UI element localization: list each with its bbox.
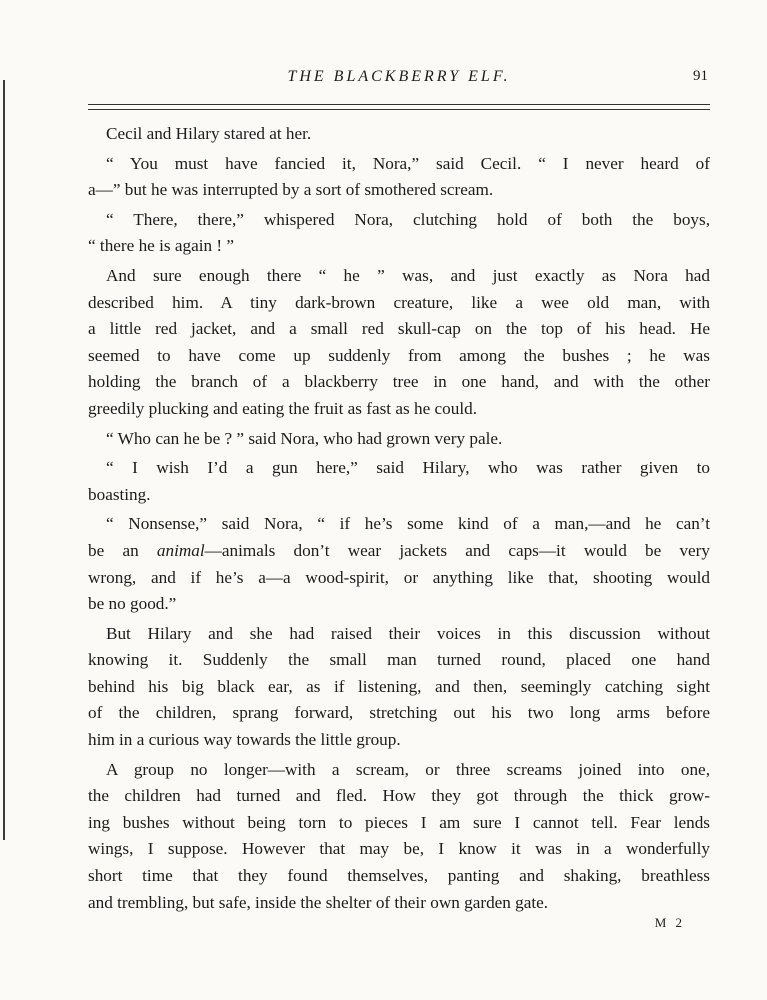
text-line: A group no longer—with a scream, or three screams joined into one, [106, 759, 710, 779]
paragraph [88, 511, 710, 617]
text-line: ing bushes without being torn to pieces I am sure I cannot tell. Fear lends [88, 812, 710, 832]
paragraph [88, 426, 710, 453]
text-line: “ There, there,” whispered Nora, clutching hold of both the boys, [106, 209, 710, 229]
text-line: be an animal—animals don’t wear jackets and caps—it would be very [88, 540, 710, 560]
paragraph [88, 455, 710, 508]
text-line: and trembling, but safe, inside the shelter of their own garden gate. [88, 892, 549, 912]
text-line: greedily plucking and eating the fruit as fast as he could. [88, 398, 477, 418]
text-line: the children had turned and fled. How they got through the thick grow- [88, 786, 710, 806]
text-line: And sure enough there “ he ” was, and just exactly as Nora had [106, 265, 710, 285]
text-line: behind his big black ear, as if listening, and then, seemingly catching sight [88, 676, 710, 696]
text-line: of the children, sprang forward, stretching out his two long arms before [88, 703, 710, 723]
text-line: short time that they found themselves, panting and shaking, breathless [88, 866, 710, 886]
signature-mark: M 2 [654, 915, 685, 930]
text-line: “ I wish I’d a gun here,” said Hilary, who was rather given to [106, 458, 710, 478]
text-line: “ Who can he be ? ” said Nora, who had grown very pale. [106, 428, 503, 448]
body-text [88, 121, 710, 916]
text-line: seemed to have come up suddenly from among the bushes ; he was [88, 345, 710, 365]
paragraph [88, 121, 710, 148]
paragraph [88, 621, 710, 754]
text-line: be no good.” [88, 594, 177, 614]
text-line: a—” but he was interrupted by a sort of smothered scream. [88, 180, 494, 200]
header-rule [88, 104, 710, 110]
text-line: But Hilary and she had raised their voices in this discussion without [106, 623, 710, 643]
text-line: boasting. [88, 484, 151, 504]
page-header [88, 68, 710, 98]
page-number: 91 [693, 68, 708, 84]
paragraph [88, 151, 710, 204]
text-line: Cecil and Hilary stared at her. [106, 124, 312, 143]
text-line: “ Nonsense,” said Nora, “ if he’s some kind of a man,—and he can’t [106, 514, 710, 534]
running-title: THE BLACKBERRY ELF. [287, 68, 511, 85]
text-line: holding the branch of a blackberry tree in one hand, and with the other [88, 372, 710, 392]
text-line: wings, I suppose. However that may be, I know it was in a wonderfully [88, 839, 710, 859]
text-line: “ there he is again ! ” [88, 236, 235, 256]
text-line: “ You must have fancied it, Nora,” said Cecil. “ I never heard of [106, 153, 710, 173]
paragraph [88, 757, 710, 917]
paragraph [88, 207, 710, 260]
page-edge-line [3, 80, 5, 840]
text-line: a little red jacket, and a small red skull-cap on the top of his head. He [88, 319, 710, 339]
paragraph [88, 263, 710, 423]
text-line: him in a curious way towards the little group. [88, 730, 401, 750]
text-line: described him. A tiny dark-brown creature, like a wee old man, with [88, 292, 710, 312]
text-line: knowing it. Suddenly the small man turned round, placed one hand [88, 650, 710, 670]
text-line: wrong, and if he’s a—a wood-spirit, or anything like that, shooting would [88, 567, 710, 587]
